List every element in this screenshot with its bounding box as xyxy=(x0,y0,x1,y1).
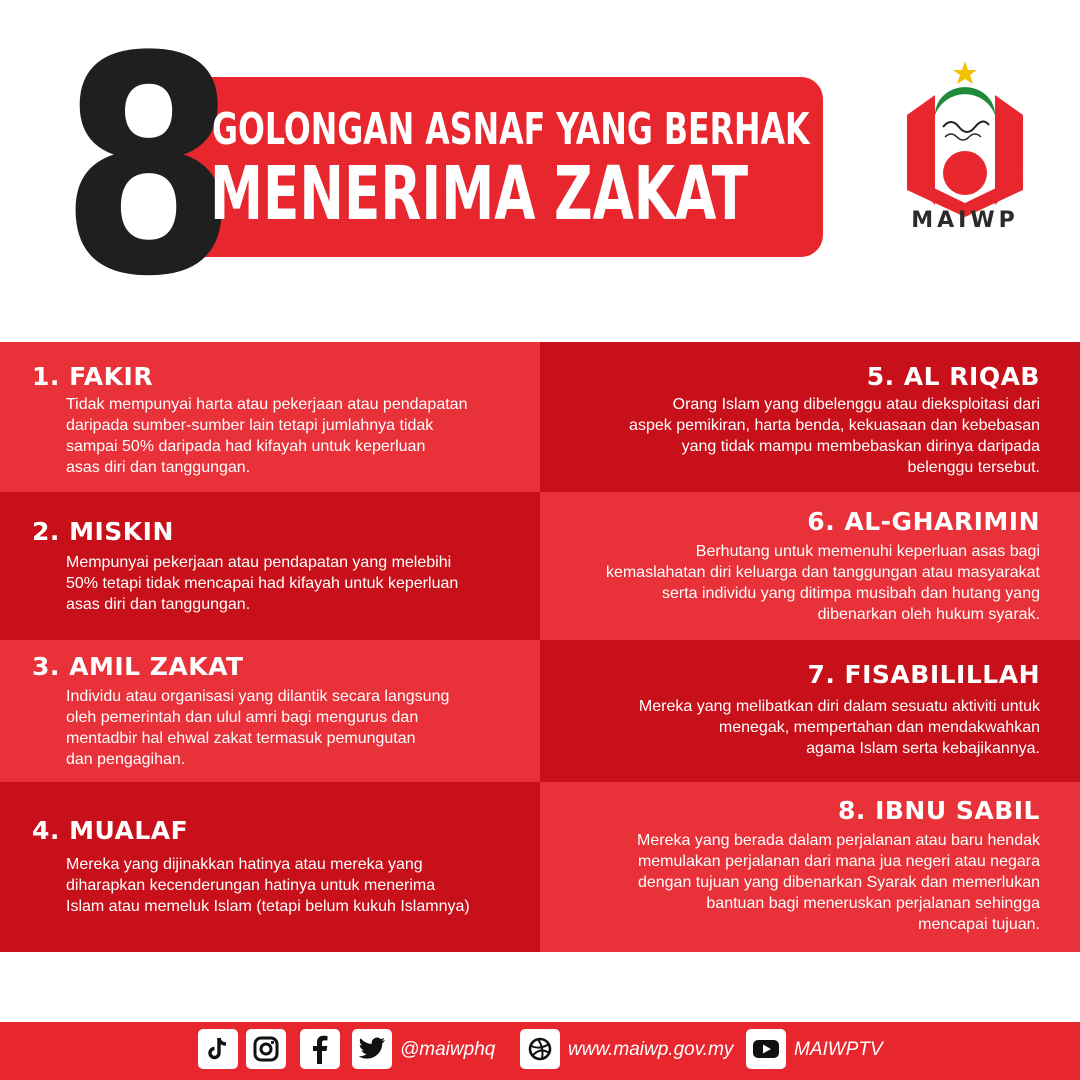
asnaf-card-amil-zakat xyxy=(0,640,540,782)
asnaf-card-fakir xyxy=(0,342,540,492)
tiktok-icon[interactable] xyxy=(198,1029,238,1069)
asnaf-card-al-riqab xyxy=(540,342,1080,492)
asnaf-title: 6. AL-GHARIMIN xyxy=(807,507,1040,536)
footer-bar xyxy=(0,1022,1080,1080)
facebook-icon[interactable] xyxy=(300,1029,340,1069)
youtube-icon[interactable] xyxy=(746,1029,786,1069)
asnaf-title: 3. AMIL ZAKAT xyxy=(32,652,244,681)
logo-text: MAIWP xyxy=(911,208,1019,233)
youtube-channel[interactable]: MAIWPTV xyxy=(794,1039,883,1060)
asnaf-grid xyxy=(0,342,1080,952)
title-line-2: MENERIMA ZAKAT xyxy=(210,151,749,237)
asnaf-desc: Mempunyai pekerjaan atau pendapatan yang melebihi 50% tetapi tidak mencapai had kifayah untuk keperluan asas diri dan tanggungan. xyxy=(66,554,459,613)
web-icon[interactable] xyxy=(520,1029,560,1069)
asnaf-title: 4. MUALAF xyxy=(32,816,189,845)
title-line-1: GOLONGAN ASNAF YANG BERHAK xyxy=(212,104,810,155)
big-number: 8 xyxy=(60,0,235,342)
asnaf-title: 7. FISABILILLAH xyxy=(807,660,1040,689)
twitter-icon[interactable] xyxy=(352,1029,392,1069)
asnaf-title: 5. AL RIQAB xyxy=(866,362,1040,391)
asnaf-desc: Berhutang untuk memenuhi keperluan asas bagi kemaslahatan diri keluarga dan tanggungan atau masyarakat serta individu yang ditimpa musibah dan hutang yang dibenarkan oleh hukum syarak. xyxy=(605,543,1040,623)
asnaf-card-mualaf xyxy=(0,782,540,952)
asnaf-desc: Mereka yang dijinakkan hatinya atau mereka yang diharapkan kecenderungan hatinya untuk menerima Islam atau memeluk Islam (tetapi belum kukuh Islamnya) xyxy=(66,856,470,915)
asnaf-title: 8. IBNU SABIL xyxy=(837,796,1040,825)
social-handle[interactable]: @maiwphq xyxy=(400,1039,496,1060)
asnaf-desc: Individu atau organisasi yang dilantik secara langsung oleh pemerintah dan ulul amri bagi mengurus dan mentadbir hal ehwal zakat termasuk pemungutan dan pengagihan. xyxy=(66,688,450,768)
asnaf-card-miskin xyxy=(0,492,540,640)
asnaf-card-ibnu-sabil xyxy=(540,782,1080,952)
asnaf-card-fisabilillah xyxy=(540,640,1080,782)
website-link[interactable]: www.maiwp.gov.my xyxy=(568,1039,734,1060)
asnaf-title: 1. FAKIR xyxy=(32,362,154,391)
instagram-icon[interactable] xyxy=(246,1029,286,1069)
asnaf-desc: Mereka yang melibatkan diri dalam sesuatu aktiviti untuk menegak, mempertahan dan mendakwahkan agama Islam serta kebajikannya. xyxy=(638,698,1040,757)
asnaf-desc: Mereka yang berada dalam perjalanan atau baru hendak memulakan perjalanan dari mana jua negeri atau negara dengan tujuan yang dibenarkan Syarak dan memerlukan bantuan bagi meneruskan perjalanan sehingga mencapai tujuan. xyxy=(637,832,1040,933)
asnaf-desc: Tidak mempunyai harta atau pekerjaan atau pendapatan daripada sumber-sumber lain tetapi jumlahnya tidak sampai 50% daripada had kifayah untuk keperluan asas diri dan tanggungan. xyxy=(66,396,468,476)
asnaf-card-al-gharimin xyxy=(540,492,1080,640)
asnaf-title: 2. MISKIN xyxy=(32,517,174,546)
asnaf-desc: Orang Islam yang dibelenggu atau dieksploitasi dari aspek pemikiran, harta benda, kekuasaan dan kebebasan yang tidak mampu membebaskan dirinya daripada belenggu tersebut. xyxy=(629,396,1040,476)
